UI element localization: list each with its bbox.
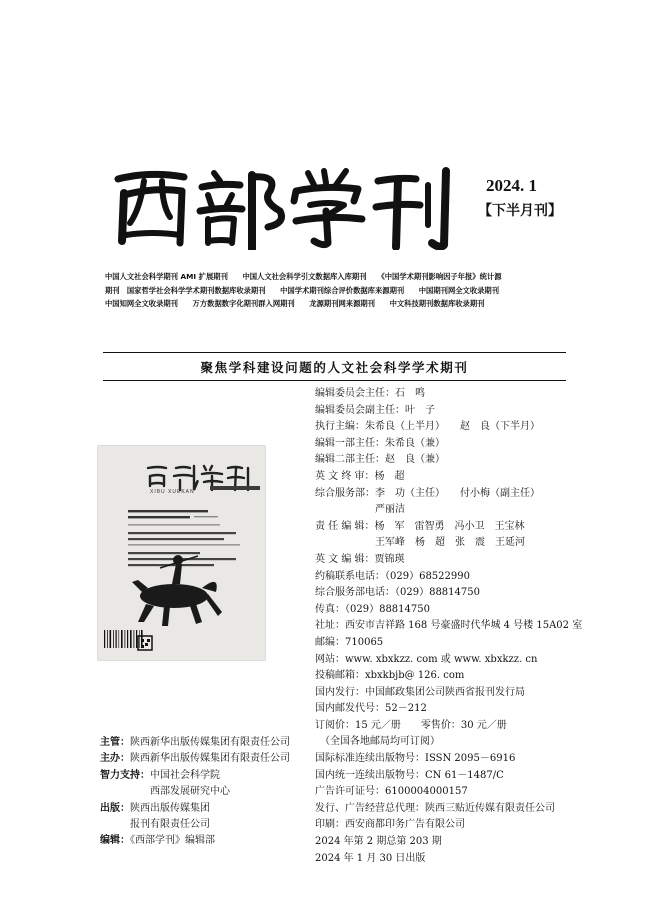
info-line: （全国各地邮局均可订阅）: [315, 736, 440, 748]
publisher-value: 陕西新华出版传媒集团有限责任公司: [130, 737, 290, 748]
info-line: 邮编：710065: [315, 636, 384, 648]
info-line: 执行主编：朱希良（上半月） 赵 良（下半月）: [315, 421, 540, 433]
publisher-label: 主管：: [100, 737, 130, 748]
publisher-value: 中国社会科学院: [150, 769, 220, 781]
info-line: 传真：（029）88814750: [315, 603, 430, 615]
publisher-value: 报刊有限责任公司: [100, 819, 210, 831]
publisher-line: [100, 751, 310, 767]
info-line: 2024 年 1 月 30 日出版: [315, 852, 426, 864]
cover-thumbnail: [98, 446, 265, 660]
bottom-divider: [103, 380, 566, 381]
info-line: 2024 年第 2 期总第 203 期: [315, 836, 442, 848]
publisher-value: 陕西出版传媒集团: [130, 802, 210, 814]
info-line: 广告许可证号：6100004000157: [315, 786, 468, 798]
cover-subtitle: XIBU XUEKAN: [150, 489, 195, 495]
info-line: 国际标准连续出版物号：ISSN 2095－6916: [315, 753, 516, 765]
top-divider: [103, 352, 566, 353]
info-line: 订阅价：15 元／册 零售价：30 元／册: [315, 719, 507, 731]
issue-number: 2024. 1: [486, 176, 537, 195]
publisher-line: [100, 768, 310, 784]
publisher-label: 智力支持：: [100, 769, 150, 781]
publisher-value: 西部发展研究中心: [100, 786, 230, 798]
slogan: 聚焦学科建设问题的人文社会科学学术期刊: [200, 360, 469, 375]
publisher-info: [100, 735, 310, 850]
info-line: 社址：西安市吉祥路 168 号豪盛时代华城 4 号楼 15A02 室: [315, 620, 583, 632]
cover-art: [98, 446, 265, 660]
publisher-line: [100, 833, 310, 849]
info-line: 国内统一连续出版物号：CN 61－1487/C: [315, 769, 504, 781]
issue-frequency: 【下半月刊】: [478, 203, 562, 219]
journal-logo: [110, 165, 455, 250]
publisher-line: [100, 784, 310, 800]
publisher-line: [100, 735, 310, 751]
indexing-list: [105, 270, 575, 311]
info-line: 印刷：西安商都印务广告有限公司: [315, 819, 465, 831]
info-line: 英 文 终 审：杨 超: [315, 470, 405, 482]
editorial-info: [315, 386, 583, 867]
info-line: 编辑委员会副主任：叶 子: [315, 404, 435, 416]
publisher-label: 编辑：: [100, 835, 130, 847]
publisher-value: 《西部学刊》编辑部: [130, 835, 215, 847]
publisher-label: 出版：: [100, 802, 130, 814]
publisher-label: 主办：: [100, 753, 130, 765]
info-line: 责 任 编 辑：杨 军 雷智勇 冯小卫 王宝林: [315, 520, 525, 532]
info-line: 英 文 编 辑：贾锦瑛: [315, 553, 405, 565]
info-line: 网站：www. xbxkzz. com 或 www. xbxkzz. cn: [315, 653, 538, 665]
indexing-line: 期刊 国家哲学社会科学学术期刊数据库收录期刊 中国学术期刊综合评价数据库来源期刊 中国期刊网全文收录期刊: [105, 285, 500, 295]
info-line: 综合服务部：李 功（主任） 付小梅（副主任）: [315, 487, 540, 499]
publisher-line: [100, 817, 310, 833]
info-line: 严丽洁: [315, 504, 405, 516]
indexing-line: 中国人文社会科学期刊 AMI 扩展期刊 中国人文社会科学引文数据库入库期刊 《中国学术期刊影响因子年报》统计源: [105, 272, 502, 281]
publisher-value: 陕西新华出版传媒集团有限责任公司: [130, 753, 290, 765]
info-line: 综合服务部电话：（029）88814750: [315, 587, 480, 599]
info-line: 王军峰 杨 超 张 震 王延河: [315, 537, 525, 549]
info-line: 编辑委员会主任：石 鸣: [315, 388, 425, 399]
publisher-line: [100, 801, 310, 817]
info-line: 国内邮发代号：52－212: [315, 703, 427, 715]
info-line: 投稿邮箱：xbxkbjb@ 126. com: [315, 670, 465, 682]
info-line: 编辑一部主任：朱希良（兼）: [315, 437, 445, 449]
info-line: 约稿联系电话：（029）68522990: [315, 570, 470, 582]
info-line: 发行、广告经营总代理：陕西三贴近传媒有限责任公司: [315, 802, 555, 814]
indexing-line: 中国知网全文收录期刊 万方数据数字化期刊群入网期刊 龙源期刊网来源期刊 中文科技期刊数据库收录期刊: [105, 299, 485, 308]
info-line: 国内发行：中国邮政集团公司陕西省报刊发行局: [315, 686, 525, 698]
info-line: 编辑二部主任：赵 良（兼）: [315, 454, 445, 466]
